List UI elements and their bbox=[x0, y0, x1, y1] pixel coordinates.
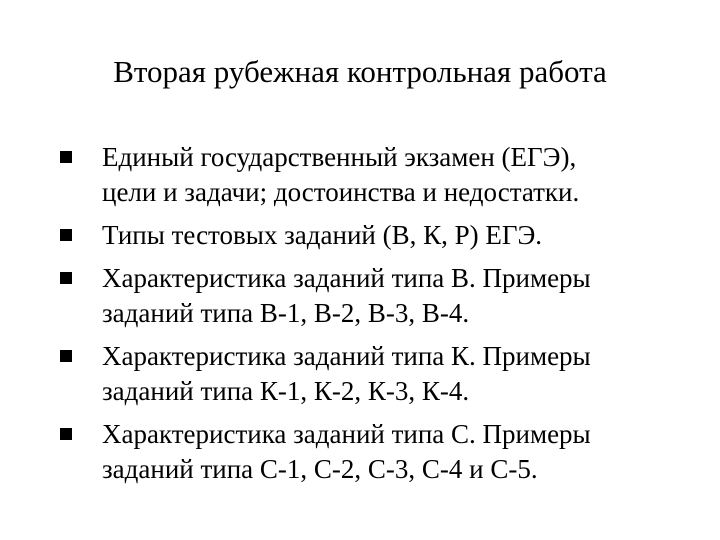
bullet-line: заданий типа В-1, В-2, В-3, В-4. bbox=[102, 298, 470, 328]
square-bullet-icon bbox=[60, 350, 72, 362]
bullet-line: Характеристика заданий типа С. Примеры bbox=[102, 419, 591, 449]
bullet-item bbox=[60, 218, 710, 253]
bullet-item bbox=[60, 417, 710, 487]
square-bullet-icon bbox=[60, 229, 72, 241]
bullet-item bbox=[60, 261, 710, 331]
slide-title: Вторая рубежная контрольная работа bbox=[113, 54, 607, 89]
bullet-list bbox=[60, 140, 710, 495]
bullet-line: заданий типа С-1, С-2, С-3, С-4 и С-5. bbox=[102, 454, 538, 484]
square-bullet-icon bbox=[60, 428, 72, 440]
bullet-line: Типы тестовых заданий (В, К, Р) ЕГЭ. bbox=[102, 220, 543, 250]
bullet-line: Единый государственный экзамен (ЕГЭ), bbox=[102, 142, 577, 172]
bullet-item bbox=[60, 140, 710, 210]
square-bullet-icon bbox=[60, 272, 72, 284]
bullet-line: заданий типа К-1, К-2, К-3, К-4. bbox=[102, 376, 470, 406]
bullet-line: Характеристика заданий типа В. Примеры bbox=[102, 263, 591, 293]
square-bullet-icon bbox=[60, 151, 72, 163]
bullet-line: Характеристика заданий типа К. Примеры bbox=[102, 341, 591, 371]
bullet-item bbox=[60, 339, 710, 409]
bullet-line: цели и задачи; достоинства и недостатки. bbox=[102, 177, 580, 207]
